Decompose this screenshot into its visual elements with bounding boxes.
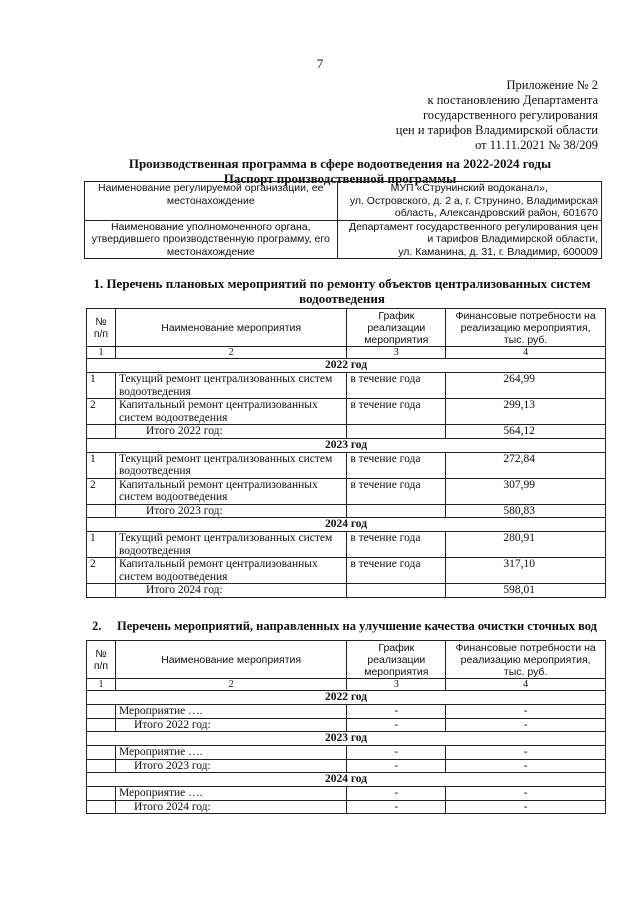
header-name: Наименование мероприятия <box>115 641 346 679</box>
table-row <box>87 705 606 719</box>
row-num: 2 <box>87 399 116 425</box>
row-num: 2 <box>87 558 116 584</box>
table-row <box>87 373 606 399</box>
year-label: 2023 год <box>87 438 606 452</box>
header-finance: Финансовые потребности на реализацию мероприятия, тыс. руб. <box>446 309 606 347</box>
row-name: Капитальный ремонт централизованных систем водоотведения <box>115 558 346 584</box>
total-schedule: - <box>347 718 446 732</box>
col-number: 2 <box>115 347 346 359</box>
row-name: Текущий ремонт централизованных систем водоотведения <box>115 373 346 399</box>
total-value: - <box>446 718 606 732</box>
header-num: № п/п <box>87 309 116 347</box>
row-schedule: в течение года <box>347 373 446 399</box>
passport-table <box>84 181 602 259</box>
table-header-row <box>87 641 606 679</box>
row-num: 1 <box>87 452 116 478</box>
appendix-block <box>330 78 598 153</box>
total-label: Итого 2024 год: <box>115 584 346 598</box>
appendix-line: цен и тарифов Владимирской области <box>395 123 598 137</box>
row-name: Капитальный ремонт централизованных систем водоотведения <box>115 478 346 504</box>
appendix-line: к постановлению Департамента <box>427 93 598 107</box>
treatment-measures-table <box>86 640 606 814</box>
header-finance: Финансовые потребности на реализацию мероприятия, тыс. руб. <box>446 641 606 679</box>
org-value-line: ул. Островского, д. 2 а, г. Струнино, Владимирская область, Александровский район, 601670 <box>349 194 598 219</box>
authority-value <box>337 220 601 259</box>
year-row <box>87 732 606 746</box>
row-schedule: в течение года <box>347 558 446 584</box>
col-number: 4 <box>446 679 606 691</box>
row-schedule: в течение года <box>347 452 446 478</box>
row-name: Мероприятие …. <box>115 705 346 719</box>
row-value: 299,13 <box>446 399 606 425</box>
row-schedule: - <box>347 787 446 801</box>
row-value: 307,99 <box>446 478 606 504</box>
section2-number: 2. <box>92 619 102 633</box>
row-schedule: в течение года <box>347 399 446 425</box>
section2-title <box>92 619 597 634</box>
row-schedule: - <box>347 746 446 760</box>
table-row <box>87 399 606 425</box>
row-value: - <box>446 705 606 719</box>
table-row <box>87 558 606 584</box>
header-name: Наименование мероприятия <box>115 309 346 347</box>
row-name: Текущий ремонт централизованных систем водоотведения <box>115 452 346 478</box>
row-value: - <box>446 746 606 760</box>
total-value: 564,12 <box>446 425 606 439</box>
program-title: Производственная программа в сфере водоотведения на 2022-2024 годы <box>128 156 552 171</box>
table-row <box>87 452 606 478</box>
total-schedule: - <box>347 759 446 773</box>
authority-value-line: Департамент государственного регулирования цен и тарифов Владимирской области, <box>348 220 598 245</box>
year-row <box>87 773 606 787</box>
authority-value-line: ул. Каманина, д. 31, г. Владимир, 600009 <box>398 245 598 258</box>
column-number-row <box>87 347 606 359</box>
row-value: 317,10 <box>446 558 606 584</box>
year-row <box>87 359 606 373</box>
section2-title-text: Перечень мероприятий, направленных на улучшение качества очистки сточных вод <box>117 619 597 633</box>
row-name: Мероприятие …. <box>115 746 346 760</box>
table-row <box>87 478 606 504</box>
table-header-row <box>87 309 606 347</box>
row-schedule: - <box>347 705 446 719</box>
header-num: № п/п <box>87 641 116 679</box>
total-value: 598,01 <box>446 584 606 598</box>
total-label: Итого 2024 год: <box>115 800 346 814</box>
col-number: 1 <box>87 679 116 691</box>
appendix-line: государственного регулирования <box>422 108 598 122</box>
org-value-line: МУП «Струнинский водоканал», <box>390 182 548 194</box>
appendix-line: от 11.11.2021 № 38/209 <box>475 138 598 152</box>
page-number: 7 <box>316 56 324 71</box>
authority-label: Наименование уполномоченного органа, утвердившего производственную программу, его местонахождение <box>85 220 338 259</box>
row-name: Капитальный ремонт централизованных систем водоотведения <box>115 399 346 425</box>
year-label: 2022 год <box>87 691 606 705</box>
row-value: 280,91 <box>446 532 606 558</box>
col-number: 3 <box>347 347 446 359</box>
total-label: Итого 2023 год: <box>115 504 346 518</box>
row-schedule: в течение года <box>347 478 446 504</box>
passport-title: Паспорт производственной программы <box>223 171 457 186</box>
total-label: Итого 2022 год: <box>115 718 346 732</box>
table-row <box>87 532 606 558</box>
appendix-line: Приложение № 2 <box>506 78 598 92</box>
table-row <box>85 220 602 259</box>
column-number-row <box>87 679 606 691</box>
year-label: 2024 год <box>87 773 606 787</box>
org-value <box>337 182 601 221</box>
row-schedule: в течение года <box>347 532 446 558</box>
col-number: 4 <box>446 347 606 359</box>
org-label: Наименование регулируемой организации, ее местонахождение <box>85 182 338 221</box>
total-schedule: - <box>347 800 446 814</box>
total-row <box>87 718 606 732</box>
table-row <box>85 182 602 221</box>
table-row <box>87 787 606 801</box>
row-value: - <box>446 787 606 801</box>
row-name: Мероприятие …. <box>115 787 346 801</box>
total-value: - <box>446 759 606 773</box>
row-value: 272,84 <box>446 452 606 478</box>
header-schedule: График реализации мероприятия <box>347 309 446 347</box>
header-schedule: График реализации мероприятия <box>347 641 446 679</box>
total-row <box>87 800 606 814</box>
total-label: Итого 2023 год: <box>115 759 346 773</box>
total-row <box>87 425 606 439</box>
row-value: 264,99 <box>446 373 606 399</box>
year-label: 2022 год <box>87 359 606 373</box>
row-num: 1 <box>87 373 116 399</box>
section1-title: 1. Перечень плановых мероприятий по ремонту объектов централизованных систем водоотведения <box>93 276 591 306</box>
row-num: 2 <box>87 478 116 504</box>
year-row <box>87 438 606 452</box>
total-value: 580,83 <box>446 504 606 518</box>
year-row <box>87 691 606 705</box>
total-value: - <box>446 800 606 814</box>
repair-measures-table <box>86 308 606 598</box>
total-row <box>87 584 606 598</box>
year-label: 2023 год <box>87 732 606 746</box>
col-number: 2 <box>115 679 346 691</box>
row-num: 1 <box>87 532 116 558</box>
total-row <box>87 504 606 518</box>
total-label: Итого 2022 год: <box>115 425 346 439</box>
year-label: 2024 год <box>87 518 606 532</box>
year-row <box>87 518 606 532</box>
col-number: 1 <box>87 347 116 359</box>
total-row <box>87 759 606 773</box>
col-number: 3 <box>347 679 446 691</box>
table-row <box>87 746 606 760</box>
row-name: Текущий ремонт централизованных систем водоотведения <box>115 532 346 558</box>
